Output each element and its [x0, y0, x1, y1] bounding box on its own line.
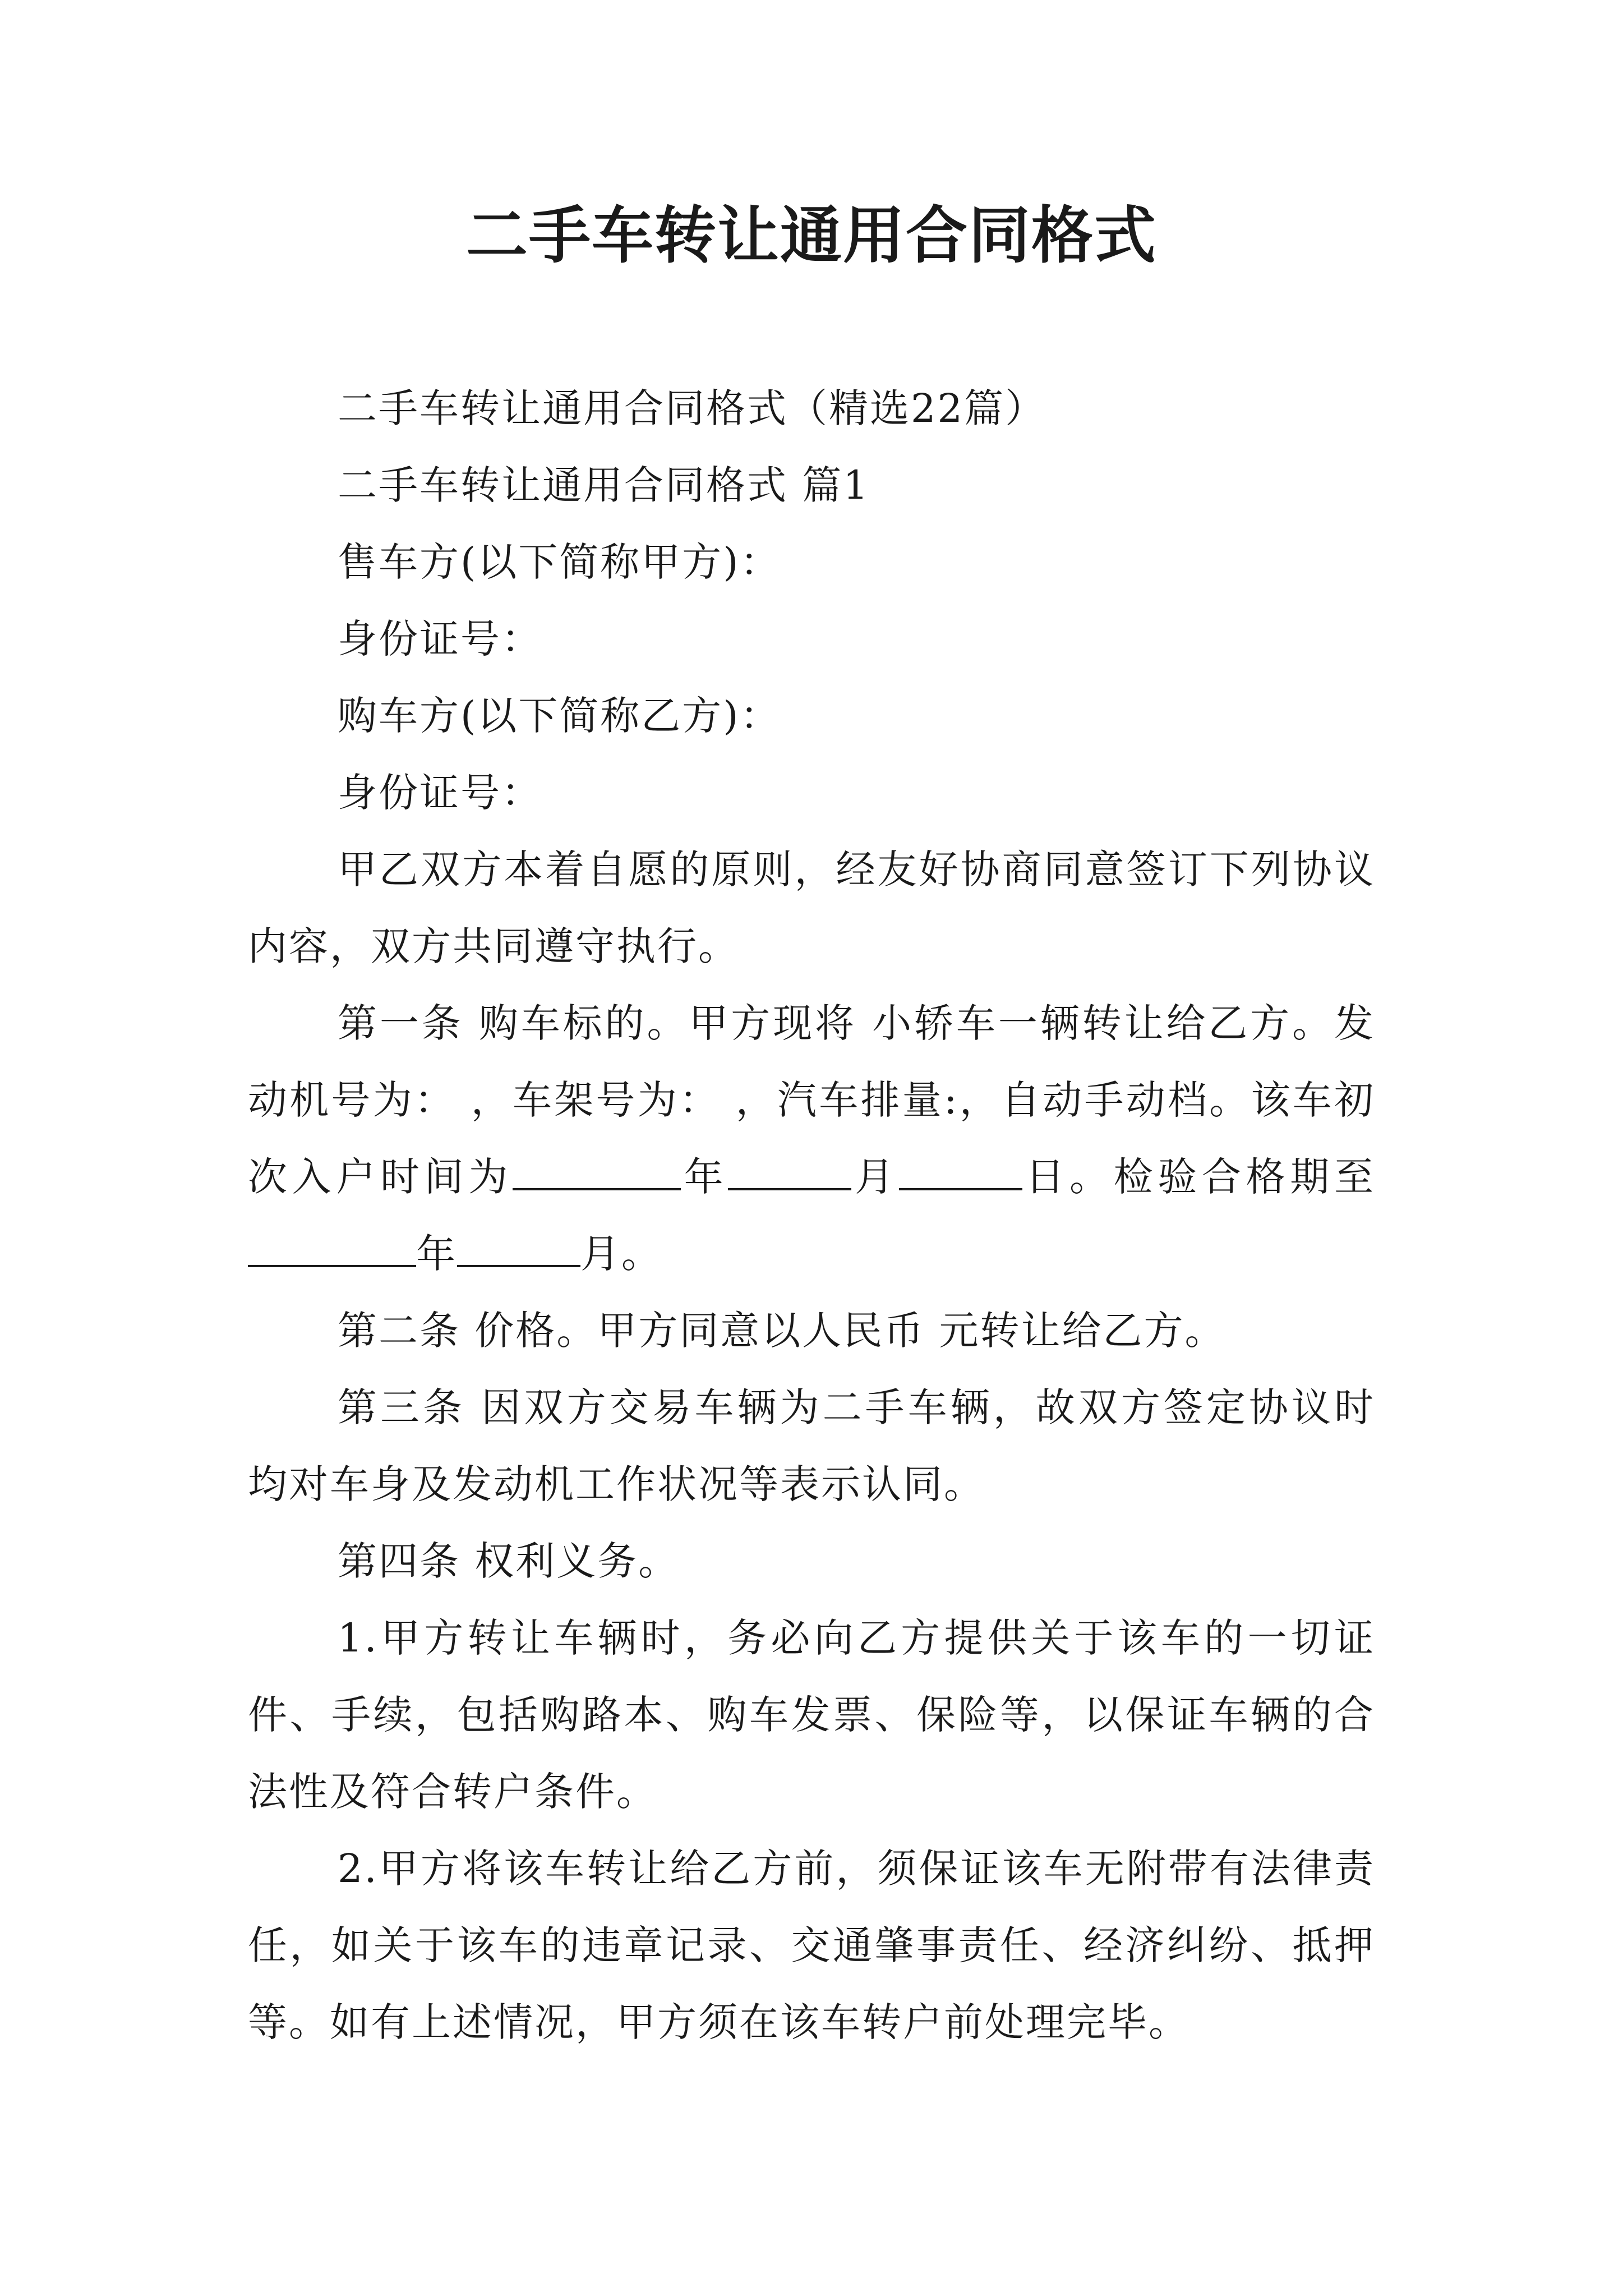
buyer-id-label: 身份证号：: [338, 770, 542, 816]
item-1-paragraph: 1.甲方转让车辆时，务必向乙方提供关于该车的一切证件、手续，包括购路本、购车发票、保险等，以保证车辆的合法性及符合转户条件。: [248, 1615, 1375, 1815]
inspection-year-blank: [248, 1230, 416, 1267]
day-inspection-text: 日。检验合格期至: [1022, 1154, 1376, 1200]
seller-label: 售车方(以下简称甲方)：: [338, 539, 781, 585]
article-4-heading: 第四条 权利义务。: [338, 1538, 680, 1584]
seller-id-label: 身份证号：: [338, 616, 542, 662]
article-1-paragraph: [248, 985, 1375, 1292]
year-text: 年: [416, 1231, 457, 1277]
subtitle: 二手车转让通用合同格式（精选22篇）: [338, 385, 1046, 431]
inspection-month-blank: [457, 1230, 580, 1267]
article-1-lead: 第一条 购车标的。甲方现将 小轿车一辆转让给乙方。发动机号为： ，车架号为： ，汽车排量:，自动手动档。该车初次入户时间为: [248, 1000, 1375, 1200]
first-registration-month-blank: [728, 1153, 851, 1190]
article-2-paragraph: 第二条 价格。甲方同意以人民币 元转让给乙方。: [338, 1308, 1226, 1354]
buyer-label: 购车方(以下简称乙方)：: [338, 693, 781, 739]
preamble-paragraph: 甲乙双方本着自愿的原则，经友好协商同意签订下列协议内容，双方共同遵守执行。: [248, 846, 1375, 969]
month-end-text: 月。: [580, 1231, 662, 1277]
month-text: 月: [851, 1154, 899, 1200]
document-title: 二手车转让通用合同格式: [466, 199, 1157, 272]
document-body: [248, 370, 1375, 2061]
article-3-paragraph: 第三条 因双方交易车辆为二手车辆，故双方签定协议时均对车身及发动机工作状况等表示认同。: [248, 1384, 1375, 1507]
first-registration-year-blank: [513, 1153, 681, 1190]
first-registration-day-blank: [899, 1153, 1022, 1190]
year-text: 年: [681, 1154, 728, 1200]
section-heading: 二手车转让通用合同格式 篇1: [338, 462, 870, 508]
item-2-paragraph: 2.甲方将该车转让给乙方前，须保证该车无附带有法律责任，如关于该车的违章记录、交通肇事责任、经济纠纷、抵押等。如有上述情况，甲方须在该车转户前处理完毕。: [248, 1846, 1375, 2045]
